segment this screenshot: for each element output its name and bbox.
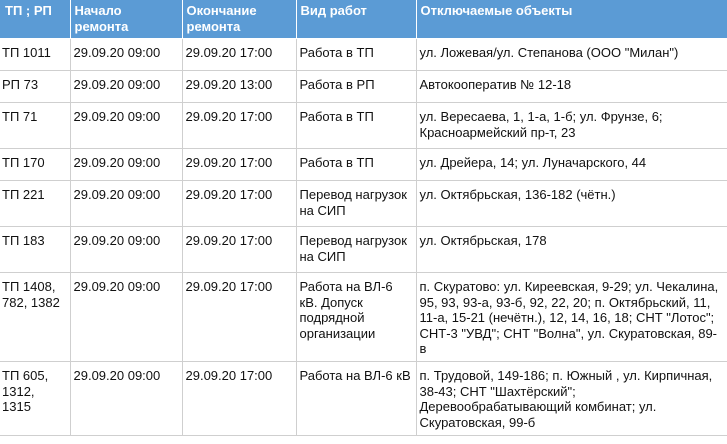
cell-start: 29.09.20 09:00	[70, 362, 182, 436]
cell-objects: ул. Вересаева, 1, 1-а, 1-б; ул. Фрунзе, 6; Красноармейский пр-т, 23	[416, 103, 727, 149]
cell-work-type: Работа в ТП	[296, 103, 416, 149]
table-header	[0, 0, 727, 39]
cell-end: 29.09.20 17:00	[182, 39, 296, 71]
cell-end: 29.09.20 13:00	[182, 71, 296, 103]
cell-work-type: Работа в РП	[296, 71, 416, 103]
table-body	[0, 39, 727, 436]
cell-start: 29.09.20 09:00	[70, 103, 182, 149]
cell-work-type: Работа в ТП	[296, 39, 416, 71]
header-end: Окончание ремонта	[182, 0, 296, 39]
table-row	[0, 149, 727, 181]
cell-objects: ул. Дрейера, 14; ул. Луначарского, 44	[416, 149, 727, 181]
table-row	[0, 181, 727, 227]
cell-substation: ТП 1408, 782, 1382	[0, 273, 70, 362]
table-row	[0, 103, 727, 149]
cell-work-type: Перевод нагрузок на СИП	[296, 227, 416, 273]
cell-objects: ул. Ложевая/ул. Степанова (ООО "Милан")	[416, 39, 727, 71]
cell-end: 29.09.20 17:00	[182, 227, 296, 273]
cell-substation: ТП 71	[0, 103, 70, 149]
table-row	[0, 362, 727, 436]
header-work-type: Вид работ	[296, 0, 416, 39]
cell-objects: ул. Октябрьская, 178	[416, 227, 727, 273]
header-substation: ТП ; РП	[0, 0, 70, 39]
cell-substation: ТП 1011	[0, 39, 70, 71]
table-row	[0, 39, 727, 71]
cell-work-type: Перевод нагрузок на СИП	[296, 181, 416, 227]
table-row	[0, 227, 727, 273]
header-start: Начало ремонта	[70, 0, 182, 39]
cell-end: 29.09.20 17:00	[182, 103, 296, 149]
cell-end: 29.09.20 17:00	[182, 181, 296, 227]
cell-end: 29.09.20 17:00	[182, 362, 296, 436]
table-row	[0, 273, 727, 362]
cell-start: 29.09.20 09:00	[70, 71, 182, 103]
cell-objects: п. Скуратово: ул. Киреевская, 9-29; ул. Чекалина, 95, 93, 93-а, 93-б, 92, 22, 20; п. Октябрьский, 11, 11-а, 15-21 (нечётн.), 12, 14, 16, 18; СНТ "Лотос"; СНТ-3 "УВД"; СНТ "Волна", ул. Скуратовская, 89-в	[416, 273, 727, 362]
cell-start: 29.09.20 09:00	[70, 149, 182, 181]
cell-start: 29.09.20 09:00	[70, 227, 182, 273]
cell-work-type: Работа на ВЛ-6 кВ	[296, 362, 416, 436]
cell-work-type: Работа на ВЛ-6 кВ. Допуск подрядной организации	[296, 273, 416, 362]
cell-substation: РП 73	[0, 71, 70, 103]
cell-start: 29.09.20 09:00	[70, 181, 182, 227]
cell-work-type: Работа в ТП	[296, 149, 416, 181]
cell-objects: п. Трудовой, 149-186; п. Южный , ул. Кирпичная, 38-43; СНТ "Шахтёрский"; Деревообрабатывающий комбинат; ул. Скуратовская, 99-б	[416, 362, 727, 436]
cell-end: 29.09.20 17:00	[182, 273, 296, 362]
cell-substation: ТП 605, 1312, 1315	[0, 362, 70, 436]
header-row	[0, 0, 727, 39]
cell-start: 29.09.20 09:00	[70, 273, 182, 362]
header-objects: Отключаемые объекты	[416, 0, 727, 39]
cell-end: 29.09.20 17:00	[182, 149, 296, 181]
cell-objects: ул. Октябрьская, 136-182 (чётн.)	[416, 181, 727, 227]
cell-start: 29.09.20 09:00	[70, 39, 182, 71]
table-row	[0, 71, 727, 103]
cell-substation: ТП 183	[0, 227, 70, 273]
cell-substation: ТП 221	[0, 181, 70, 227]
cell-substation: ТП 170	[0, 149, 70, 181]
cell-objects: Автокооператив № 12-18	[416, 71, 727, 103]
